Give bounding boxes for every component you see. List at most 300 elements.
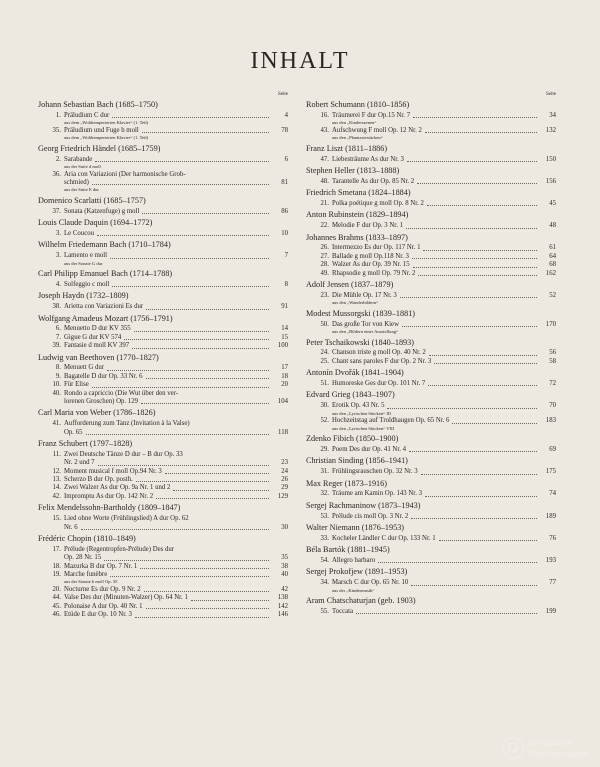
source-note: aus der Sonate G dur [64, 260, 103, 266]
entry-title: Träumerei F dur Op.15 Nr. 7 [332, 111, 411, 119]
dot-leader [191, 600, 269, 601]
page-number: 77 [549, 579, 556, 587]
page-number: 20 [281, 381, 288, 389]
dot-leader [92, 387, 269, 388]
dot-leader [146, 608, 269, 609]
composer-heading: Zdenko Fibich (1850–1900) [306, 434, 399, 444]
entry-title: Aufforderung zum Tanz (Invitation à la Valse) [64, 420, 190, 428]
entry-number: 44. [52, 594, 61, 602]
page-number: 45 [549, 200, 556, 207]
entry-continuation [38, 459, 288, 467]
composer-heading: Franz Liszt (1811–1886) [306, 143, 388, 153]
dot-leader [146, 309, 269, 310]
source-note: aus den „Bildern einer Ausstellung“ [332, 329, 399, 335]
page-number: 76 [549, 534, 556, 542]
composer-heading: Sergej Rachmaninow (1873–1943) [306, 500, 421, 510]
dot-leader [452, 423, 537, 424]
toc-entry [38, 476, 288, 484]
dot-leader [95, 161, 269, 162]
entry-title: Liebesträume As dur Nr. 3 [332, 155, 404, 163]
composer-heading: Modest Mussorgski (1839–1881) [306, 308, 416, 318]
seite-label: Seite [546, 92, 556, 97]
entry-title: Für Elise [64, 381, 89, 389]
entry-number: 4. [55, 281, 61, 288]
page-number: 81 [281, 179, 288, 186]
toc-entry [306, 253, 556, 261]
toc-entry [38, 230, 288, 238]
entry-continuation [38, 554, 288, 562]
toc-entry [38, 515, 288, 523]
entry-number: 52. [320, 417, 329, 425]
entry-number: 30. [320, 402, 329, 410]
entry-title: lorenen Groschen) Op. 129 [64, 398, 138, 406]
entry-number: 33. [320, 534, 329, 542]
entry-title: Sarabande [64, 155, 93, 163]
composer-heading: Béla Bartók (1881–1945) [306, 545, 390, 555]
entry-number: 40. [52, 389, 61, 397]
dot-leader [439, 540, 537, 541]
dot-leader [413, 117, 537, 118]
composer-heading: Carl Maria von Weber (1786–1826) [38, 408, 156, 418]
entry-number: 15. [52, 515, 61, 523]
entry-continuation [38, 398, 288, 406]
toc-entry [38, 342, 288, 350]
entry-number: 1. [55, 111, 61, 119]
page-number: 48 [549, 222, 556, 230]
toc-entry [306, 292, 556, 300]
toc-entry [306, 112, 556, 120]
dot-leader [409, 451, 537, 452]
page-number: 78 [281, 126, 288, 134]
entry-title: Op. 65 [64, 428, 83, 436]
dot-leader [81, 529, 269, 530]
composer-heading: Frédéric Chopin (1810–1849) [38, 533, 136, 543]
watermark-logo-icon [502, 737, 524, 759]
page-number: 61 [549, 244, 556, 252]
toc-entry [306, 468, 556, 476]
composer-heading: Anton Rubinstein (1829–1894) [306, 210, 409, 220]
page-number: 38 [281, 562, 288, 570]
page-number: 23 [281, 459, 288, 467]
dot-leader [135, 617, 269, 618]
entry-title: Le Coucou [64, 230, 95, 237]
dot-leader [97, 235, 269, 236]
entry-title: Polonaise A dur Op. 40 Nr. 1 [64, 602, 143, 610]
page-number: 42 [281, 585, 288, 593]
dot-leader [413, 267, 537, 268]
entry-number: 11. [52, 450, 61, 458]
toc-entry [38, 281, 288, 289]
entry-title: Valse Des dur (Minuten-Walzer) Op. 64 Nr. 1 [64, 594, 188, 602]
page-number: 72 [549, 380, 556, 388]
source-note: aus den „Lyrischen Stücken“ III [332, 410, 391, 416]
toc-entry [38, 208, 288, 216]
dot-leader [411, 585, 537, 586]
toc-entry [38, 252, 288, 260]
entry-number: 3. [55, 252, 61, 260]
entry-title: Bagatelle D dur Op. 33 Nr. 6 [64, 372, 143, 380]
dot-leader [86, 434, 269, 435]
page-number: 4 [284, 111, 288, 119]
dot-leader [428, 385, 537, 386]
toc-entry [306, 261, 556, 269]
dot-leader [425, 496, 537, 497]
toc-entry [38, 594, 288, 602]
entry-number: 55. [320, 608, 329, 616]
toc-entry [38, 420, 288, 428]
toc-entry [38, 603, 288, 611]
entry-title: Prélude (Regentropfen-Prélude) Des dur [64, 545, 175, 553]
entry-number: 47. [320, 155, 329, 163]
composer-heading: Antonín Dvořák (1841–1904) [306, 368, 404, 378]
source-note: aus dem „Wohltemperierten Klavier“ (1. Teil) [64, 135, 149, 141]
page-number: 68 [549, 261, 556, 269]
page-number: 91 [281, 303, 288, 311]
entry-title: Lied ohne Worte (Frühlingslied) A dur Op. 62 [64, 515, 189, 523]
dot-leader [112, 286, 269, 287]
source-note: aus der Sonate b moll Op. 35 [64, 579, 118, 585]
page-number: 24 [281, 467, 288, 475]
entry-number: 28. [320, 261, 329, 269]
dot-leader [141, 403, 269, 404]
toc-column-left [38, 92, 288, 620]
source-note: aus den „Kinderszenen“ [332, 120, 377, 126]
toc-entry [306, 417, 556, 425]
page-number: 189 [545, 512, 556, 520]
toc-entry [38, 373, 288, 381]
entry-number: 50. [320, 320, 329, 328]
composer-heading: Wolfgang Amadeus Mozart (1756–1791) [38, 313, 173, 323]
entry-number: 54. [320, 557, 329, 565]
page-number: 86 [281, 207, 288, 215]
dot-leader [140, 568, 269, 569]
page-number: 74 [549, 490, 556, 498]
page-number: 183 [545, 417, 556, 425]
page-number: 146 [277, 611, 288, 619]
composer-heading: Franz Schubert (1797–1828) [38, 439, 133, 449]
entry-title: Präludium C dur [64, 111, 110, 119]
page-number: 132 [545, 126, 556, 134]
page-number: 138 [277, 594, 288, 602]
entry-title: Poem Des dur Op. 41 Nr. 4 [332, 446, 407, 454]
composer-heading: Stephen Heller (1813–1888) [306, 166, 400, 175]
dot-leader [110, 576, 269, 577]
toc-entry [306, 358, 556, 366]
page-number: 26 [281, 476, 288, 484]
entry-title: Polka poétique g moll Op. 8 Nr. 2 [332, 200, 424, 207]
entry-number: 42. [52, 492, 61, 500]
dot-leader [378, 562, 537, 563]
dot-leader [356, 613, 537, 614]
entry-number: 53. [320, 512, 329, 520]
entry-number: 14. [52, 484, 61, 492]
entry-number: 6. [55, 325, 61, 333]
dot-leader [165, 473, 269, 474]
composer-heading: Aram Chatschaturjan (geb. 1903) [306, 596, 416, 606]
toc-entry [306, 380, 556, 388]
entry-number: 23. [320, 291, 329, 299]
composer-heading: Peter Tschaikowski (1840–1893) [306, 337, 414, 347]
composer-heading: Adolf Jensen (1837–1879) [306, 280, 394, 290]
toc-entry [306, 127, 556, 135]
entry-title: Frühlingsrauschen Op. 32 Nr. 3 [332, 468, 418, 476]
entry-number: 46. [52, 611, 61, 619]
dot-leader [406, 228, 537, 229]
entry-number: 19. [52, 570, 61, 578]
toc-entry [306, 222, 556, 230]
entry-title: Menuett G dur [64, 364, 105, 372]
page-number: 142 [277, 602, 288, 610]
entry-title: Zwei Walzer As dur Op. 9a Nr. 1 und 2 [64, 484, 171, 492]
toc-column-right [306, 92, 556, 616]
entry-title: Chant sans paroles F dur Op. 2 Nr. 3 [332, 357, 432, 365]
entry-number: 21. [320, 200, 329, 207]
toc-entry [306, 321, 556, 329]
dot-leader [104, 560, 269, 561]
page-number: 58 [549, 357, 556, 365]
entry-number: 31. [320, 468, 329, 476]
entry-title: Melodie F dur Op. 3 Nr. 1 [332, 222, 403, 230]
entry-title: Nr. 2 und 7 [64, 459, 95, 467]
dot-leader [423, 250, 537, 251]
entry-number: 39. [52, 342, 61, 350]
dot-leader [421, 474, 537, 475]
entry-number: 16. [320, 111, 329, 119]
entry-number: 7. [55, 333, 61, 341]
seite-label: Seite [278, 92, 288, 97]
composer-heading: Domenico Scarlatti (1685–1757) [38, 196, 146, 205]
entry-title: Moment musical f moll Op.94 Nr. 3 [64, 467, 162, 475]
entry-title: Das große Tor von Kiew [332, 320, 399, 328]
entry-title: Tarantelle As dur Op. 85 Nr. 2 [332, 177, 415, 185]
composer-heading: Joseph Haydn (1732–1809) [38, 291, 129, 301]
dot-leader [425, 132, 537, 133]
composer-heading: Ludwig van Beethoven (1770–1827) [38, 352, 159, 362]
entry-title: Menuetto D dur KV 355 [64, 325, 131, 333]
page-number: 34 [549, 111, 556, 119]
page-number: 64 [549, 252, 556, 260]
composer-heading: Georg Friedrich Händel (1685–1759) [38, 143, 161, 153]
toc-entry [306, 579, 556, 587]
entry-title: Die Mühle Op. 17 Nr. 3 [332, 291, 397, 299]
page-number: 69 [549, 446, 556, 454]
entry-number: 2. [55, 155, 61, 163]
entry-title: Lamento e moll [64, 252, 108, 260]
entry-title: Ballade g moll Op.118 Nr. 3 [332, 252, 409, 260]
entry-title: Sonata (Katzenfuge) g moll [64, 207, 140, 215]
page-number: 118 [278, 428, 288, 436]
dot-leader [412, 258, 537, 259]
toc-entry [306, 557, 556, 565]
page-number: 104 [277, 398, 288, 406]
entry-number: 48. [320, 177, 329, 185]
toc-entry [38, 325, 288, 333]
page-number: 10 [281, 230, 288, 237]
toc-entry [38, 334, 288, 342]
dot-leader [112, 117, 269, 118]
composer-heading: Walter Niemann (1876–1953) [306, 523, 405, 533]
toc-entry [306, 402, 556, 410]
dot-leader [142, 132, 269, 133]
toc-entry [38, 451, 288, 459]
entry-title: Arietta con Variazioni Es dur [64, 303, 144, 311]
entry-title: Op. 28 Nr. 15 [64, 554, 102, 562]
dot-leader [402, 326, 537, 327]
toc-entry [38, 611, 288, 619]
entry-title: Humoreske Ges dur Op. 101 Nr. 7 [332, 380, 426, 388]
composer-heading: Johann Sebastian Bach (1685–1750) [38, 100, 158, 109]
entry-number: 38. [52, 303, 61, 311]
source-note: aus der „Kindermusik“ [332, 587, 375, 593]
toc-entry [38, 468, 288, 476]
entry-title: Allegro barbaro [332, 557, 376, 565]
entry-number: 26. [320, 244, 329, 252]
composer-heading: Felix Mendelssohn-Bartholdy (1809–1847) [38, 503, 181, 513]
entry-number: 9. [55, 372, 61, 380]
entry-title: Marsch C dur Op. 65 Nr. 10 [332, 579, 409, 587]
source-note: aus der Suite d moll [64, 164, 101, 169]
page-number: 29 [281, 484, 288, 492]
dot-leader [92, 184, 269, 185]
toc-entry [306, 608, 556, 616]
entry-title: Nocturne Es dur Op. 9 Nr. 2 [64, 585, 141, 593]
page-number: 35 [281, 554, 288, 562]
dot-leader [142, 213, 269, 214]
entry-number: 41. [52, 420, 61, 428]
toc-entry [38, 171, 288, 179]
entry-number: 32. [320, 490, 329, 498]
source-note: aus den „Phantasiestücken“ [332, 135, 383, 141]
entry-number: 51. [320, 380, 329, 388]
watermark-line2: buecherstapel [528, 749, 588, 760]
toc-entry [38, 390, 288, 398]
entry-continuation [38, 524, 288, 532]
composer-heading: Robert Schumann (1810–1856) [306, 100, 410, 109]
dot-leader [400, 297, 537, 298]
dot-leader [411, 518, 537, 519]
toc-entry [38, 484, 288, 492]
entry-title: Solfeggio c moll [64, 281, 110, 288]
entry-continuation [38, 179, 288, 187]
composer-heading: Carl Philipp Emanuel Bach (1714–1788) [38, 269, 173, 279]
composer-heading: Louis Claude Daquin (1694–1772) [38, 218, 153, 228]
toc-entry [306, 270, 556, 278]
watermark-line1: antiquariat [528, 737, 573, 748]
toc-entry [306, 156, 556, 164]
entry-title: Toccata [332, 608, 354, 616]
dot-leader [156, 498, 269, 499]
toc-entry [306, 490, 556, 498]
dot-leader [427, 205, 537, 206]
entry-title: Träume am Kamin Op. 143 Nr. 3 [332, 490, 422, 498]
toc-entry [38, 364, 288, 372]
entry-title: Mazurka B dur Op. 7 Nr. 1 [64, 562, 138, 570]
toc-entry [38, 112, 288, 120]
entry-number: 27. [320, 252, 329, 260]
dot-leader [418, 275, 537, 276]
page-number: 156 [545, 177, 556, 185]
entry-number: 10. [52, 381, 61, 389]
dot-leader [107, 370, 269, 371]
entry-title: Erotik Op. 43 Nr. 5 [332, 402, 385, 410]
source-note: aus den „Wanderbildern“ [332, 300, 379, 306]
dot-leader [434, 363, 537, 364]
page-title: INHALT [250, 48, 350, 74]
dot-leader [407, 161, 537, 162]
toc-entry [306, 200, 556, 208]
page-number: 15 [281, 333, 288, 341]
dot-leader [136, 481, 269, 482]
entry-title: Intermezzo Es dur Op. 117 Nr. 1 [332, 244, 421, 252]
toc-entry [306, 535, 556, 543]
toc-entry [38, 493, 288, 501]
source-note: aus den „Lyrischen Stücken“ VIII [332, 425, 395, 431]
page-number: 6 [284, 155, 288, 163]
entry-number: 12. [52, 467, 61, 475]
dot-leader [173, 490, 269, 491]
entry-number: 49. [320, 269, 329, 277]
page-number: 30 [281, 523, 288, 531]
page-number: 40 [281, 570, 288, 578]
page-number: 14 [281, 325, 288, 333]
page-number: 17 [281, 364, 288, 372]
entry-number: 18. [52, 562, 61, 570]
page-number: 175 [545, 468, 556, 476]
toc-entry [306, 178, 556, 186]
page-number: 70 [549, 402, 556, 410]
entry-continuation [38, 429, 288, 437]
entry-number: 37. [52, 207, 61, 215]
dot-leader [387, 408, 537, 409]
composer-heading: Max Reger (1873–1916) [306, 478, 387, 488]
dot-leader [144, 591, 269, 592]
entry-title: Etüde E dur Op. 10 Nr. 3 [64, 611, 132, 619]
entry-number: 36. [52, 170, 61, 178]
entry-title: Zwei Deutsche Tänze D dur – B dur Op. 33 [64, 450, 183, 458]
entry-number: 25. [320, 357, 329, 365]
dot-leader [124, 339, 269, 340]
entry-title: Nr. 6 [64, 523, 78, 531]
toc-entry [38, 381, 288, 389]
toc-entry [38, 586, 288, 594]
entry-title: Impromptu As dur Op. 142 Nr. 2 [64, 492, 154, 500]
entry-title: Aria con Variazioni (Der harmonische Grob- [64, 170, 186, 178]
entry-number: 43. [320, 126, 329, 134]
page-number: 162 [545, 269, 556, 277]
page-number: 193 [545, 557, 556, 565]
entry-number: 17. [52, 545, 61, 553]
toc-entry [38, 571, 288, 579]
page-number: 56 [549, 349, 556, 357]
toc-entry [306, 349, 556, 357]
toc-entry [306, 513, 556, 521]
entry-title: Chanson triste g moll Op. 40 Nr. 2 [332, 349, 426, 357]
entry-title: Kocheler Ländler C dur Op. 133 Nr. 1 [332, 534, 436, 542]
toc-entry [38, 127, 288, 135]
entry-title: Rhapsodie g moll Op. 79 Nr. 2 [332, 269, 416, 277]
toc-entry [306, 446, 556, 454]
entry-title: Prélude cis moll Op. 3 Nr. 2 [332, 512, 409, 520]
dot-leader [134, 331, 269, 332]
entry-title: Fantasie d moll KV 397 [64, 342, 130, 350]
entry-title: Scherzo B dur Op. posth. [64, 476, 133, 484]
composer-heading: Edvard Grieg (1843–1907) [306, 390, 395, 400]
toc-entry [38, 156, 288, 164]
entry-number: 8. [55, 364, 61, 372]
entry-title: schmied) [64, 179, 89, 186]
entry-number: 24. [320, 349, 329, 357]
entry-title: Rondo a capriccio (Die Wut über den ver- [64, 389, 179, 397]
